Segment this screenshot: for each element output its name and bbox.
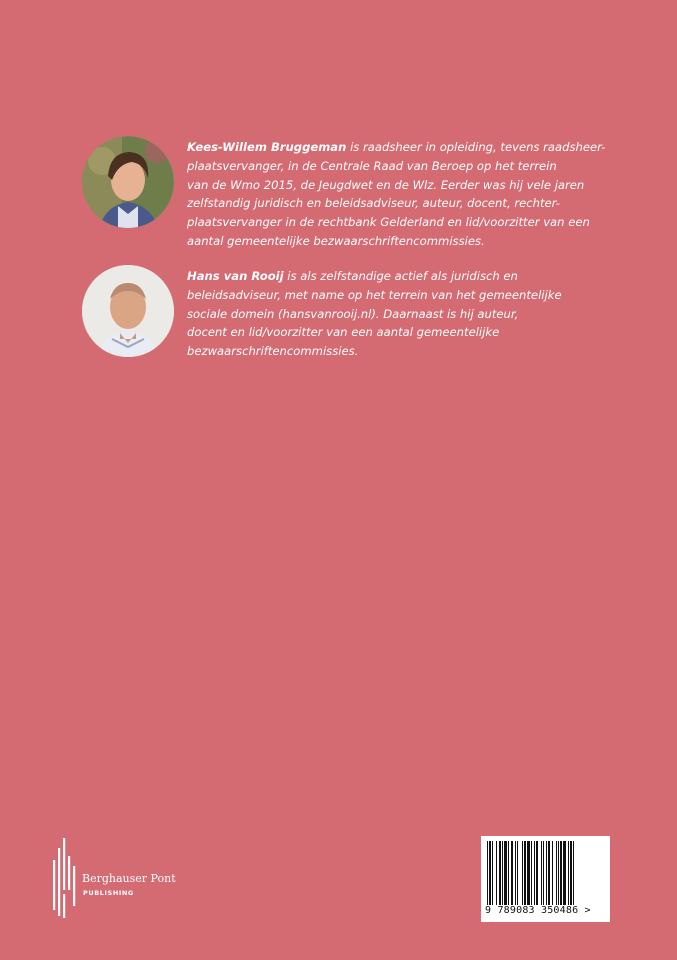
publisher-name: Berghauser Pont <box>82 872 176 885</box>
author-name: Kees-Willem Bruggeman <box>187 140 347 154</box>
bio-line: aantal gemeentelijke bezwaarschriftencommissies. <box>187 233 485 248</box>
bio-line: van de Wmo 2015, de Jeugdwet en de Wlz. Eerder was hij vele jaren <box>187 177 585 192</box>
isbn-number: 9 789083 350486 > <box>485 905 591 916</box>
publisher-logo-mark-icon <box>50 838 82 918</box>
bio-line: plaatsvervanger in de rechtbank Gelderland en lid/voorzitter van een <box>187 215 590 230</box>
bio-line: beleidsadviseur, met name op het terrein van het gemeentelijke <box>187 287 562 302</box>
bio-line: docent en lid/voorzitter van een aantal gemeentelijke <box>187 325 500 340</box>
author-bio-bruggeman <box>187 138 632 251</box>
publisher-subtitle: PUBLISHING <box>83 889 134 897</box>
barcode-bars-icon <box>487 841 604 905</box>
author-photo-bruggeman <box>82 136 174 228</box>
bio-line: is als zelfstandige actief als juridisch en <box>283 269 518 283</box>
bio-line: zelfstandig juridisch en beleidsadviseur, auteur, docent, rechter- <box>187 196 560 211</box>
publisher-logo <box>50 838 200 918</box>
author-name: Hans van Rooij <box>187 269 284 283</box>
bio-line: plaatsvervanger, in de Centrale Raad van Beroep op het terrein <box>187 158 557 173</box>
bio-line: sociale domein (hansvanrooij.nl). Daarnaast is hij auteur, <box>187 306 519 321</box>
isbn-barcode <box>481 836 610 922</box>
author-bio-van-rooij <box>187 267 632 361</box>
bio-line: bezwaarschriftencommissies. <box>187 344 359 359</box>
bio-line: is raadsheer in opleiding, tevens raadsheer- <box>346 140 606 154</box>
author-photo-van-rooij <box>82 265 174 357</box>
